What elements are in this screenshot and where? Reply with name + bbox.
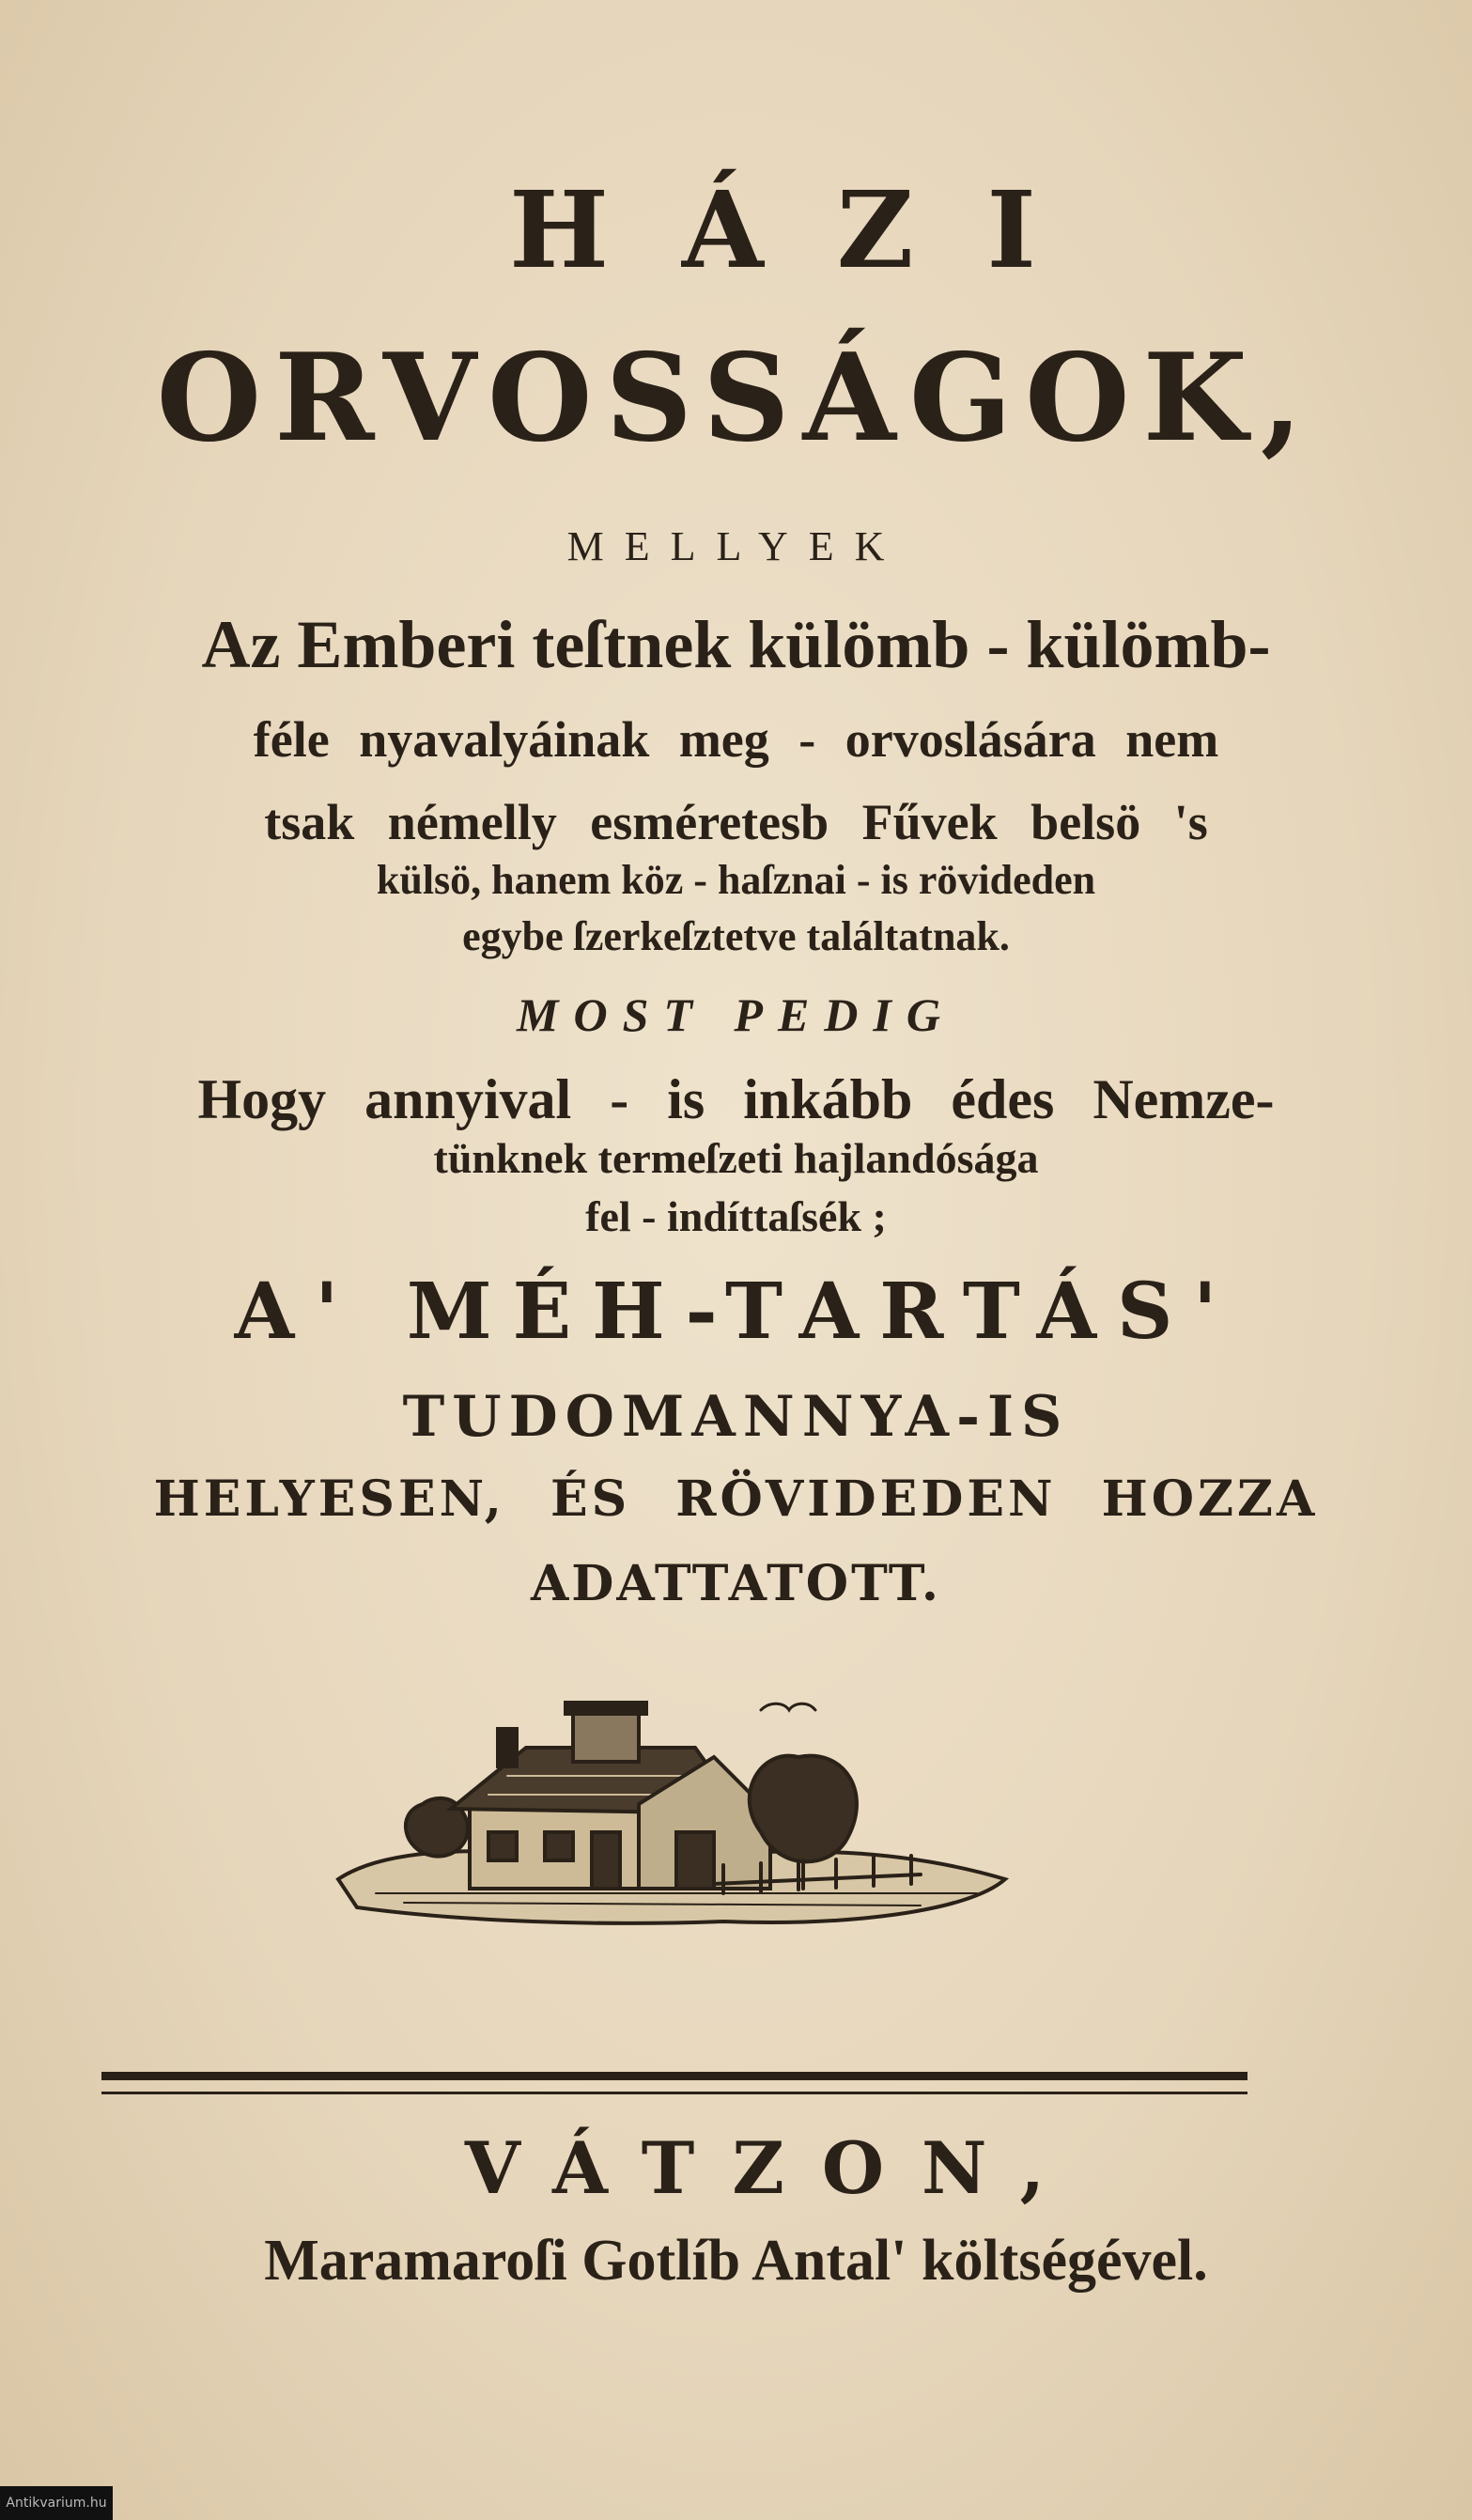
description-line-4: külsö, hanem köz - haſznai - is rövideden <box>376 857 1096 903</box>
most-pedig-heading: MOST PEDIG <box>517 988 955 1041</box>
double-rule-thin <box>101 2092 1247 2094</box>
title-line-orvossagok: ORVOSSÁGOK, <box>156 328 1316 469</box>
imprint-line: Maramaroſi Gotlíb Antal' költségével. <box>264 2229 1208 2293</box>
helyesen-line: HELYESEN, ÉS RÖVIDEDEN HOZZA <box>153 1470 1319 1528</box>
antikvarium-watermark: Antikvarium.hu <box>0 2486 113 2520</box>
description-line-1: Az Emberi teſtnek külömb - külömb- <box>201 607 1271 682</box>
hogy-line-2: tünknek termeſzeti hajlandósága <box>433 1134 1039 1182</box>
subtitle-mellyek: MELLYEK <box>566 523 906 569</box>
description-line-2: féle nyavalyáinak meg - orvoslására nem <box>253 711 1219 768</box>
cottage-woodcut-vignette <box>319 1691 1024 2001</box>
hogy-line-1: Hogy annyival - is inkább édes Nemze- <box>197 1068 1275 1130</box>
tudomannya-line: TUDOMANNYA-IS <box>402 1384 1070 1450</box>
hogy-line-3: fel - indíttaſsék ; <box>585 1192 887 1240</box>
meh-tartas-heading: A' MÉH-TARTÁS' <box>234 1267 1238 1357</box>
title-line-hazi: HÁZI <box>509 169 1109 292</box>
place-of-printing: VÁTZON, <box>464 2126 1083 2210</box>
description-line-5: egybe ſzerkeſztetve találtatnak. <box>462 913 1010 959</box>
double-rule-thick <box>101 2072 1247 2080</box>
description-line-3: tsak némelly esméretesb Fűvek belsö 's <box>264 794 1208 850</box>
adattatott-line: ADATTATOTT. <box>530 1555 942 1612</box>
